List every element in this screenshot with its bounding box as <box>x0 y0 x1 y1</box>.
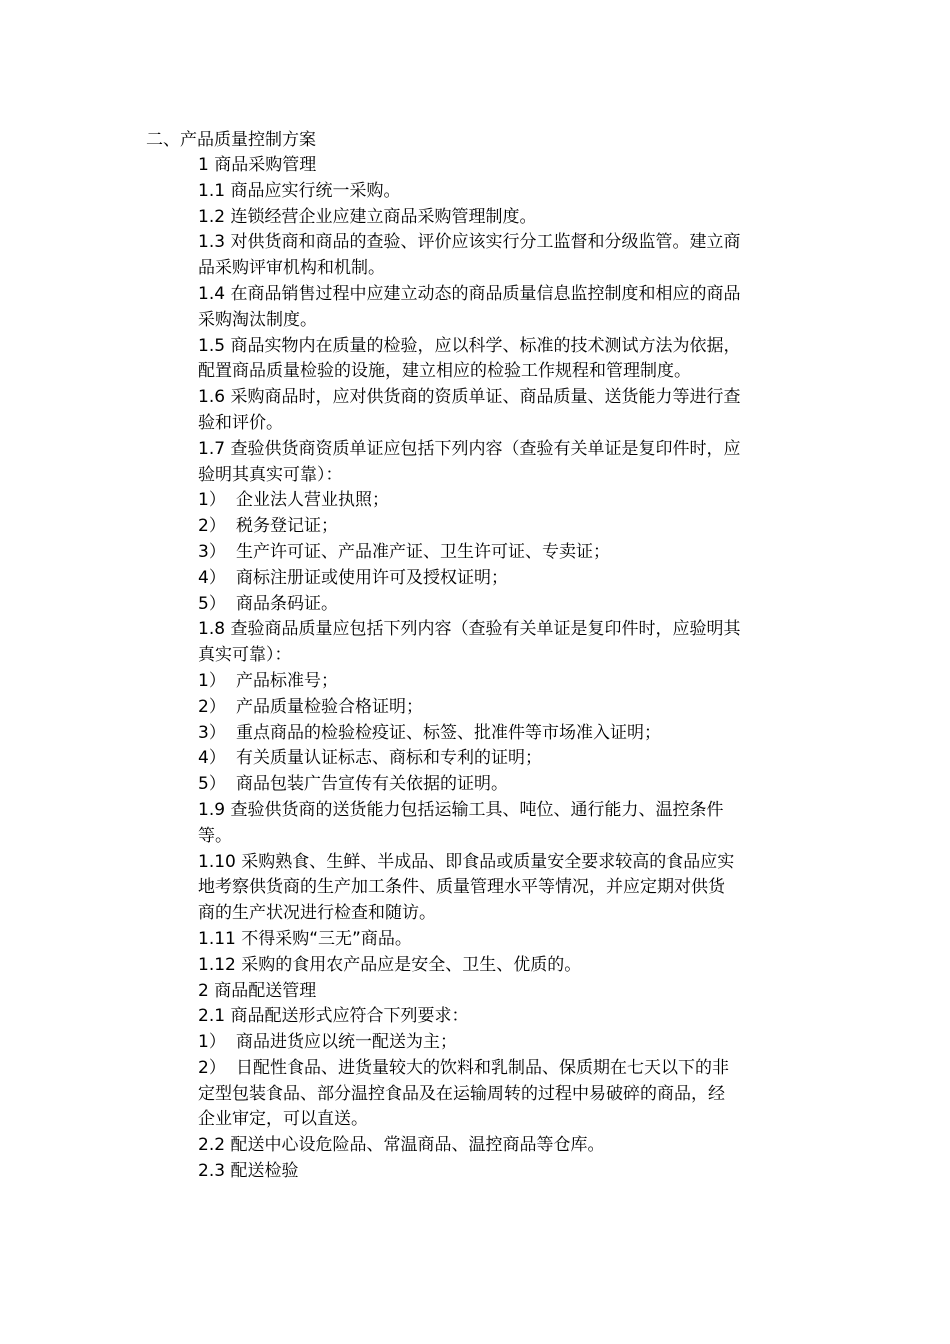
list-item <box>198 669 810 695</box>
paragraph-line <box>198 927 810 953</box>
list-item-number: 5） <box>198 774 226 795</box>
line-text: 采购淘汰制度。 <box>198 309 317 330</box>
paragraph-line <box>198 901 810 927</box>
line-text: 2.3 配送检验 <box>198 1161 299 1182</box>
paragraph-line <box>198 643 810 669</box>
list-item <box>198 746 810 772</box>
paragraph-line <box>198 256 810 282</box>
line-text: 1 商品采购管理 <box>198 155 317 175</box>
line-text: 1.9 查验供货商的送货能力包括运输工具、吨位、通行能力、温控条件 <box>198 799 724 820</box>
paragraph-line <box>198 875 810 901</box>
list-item-number: 5） <box>198 593 226 614</box>
paragraph-line <box>198 953 810 979</box>
list-item-number: 2） <box>198 516 226 537</box>
list-item-number: 1） <box>198 670 226 691</box>
line-text: 品采购评审机构和机制。 <box>198 258 385 279</box>
paragraph-line <box>198 850 810 876</box>
list-item <box>198 695 810 721</box>
line-text: 商的生产状况进行检查和随访。 <box>198 903 436 924</box>
line-text: 真实可靠）： <box>198 645 292 666</box>
line-text: 2 商品配送管理 <box>198 980 317 1001</box>
list-item <box>198 540 810 566</box>
line-text: 生产许可证、产品准产证、卫生许可证、专卖证； <box>236 541 610 562</box>
line-text: 配置商品质量检验的设施，建立相应的检验工作规程和管理制度。 <box>198 361 691 382</box>
line-text: 验和评价。 <box>198 412 283 433</box>
line-text: 有关质量认证标志、商标和专利的证明； <box>236 748 542 769</box>
paragraph-line <box>198 463 810 489</box>
paragraph-line <box>198 179 810 205</box>
paragraph-line <box>198 1133 810 1159</box>
paragraph-line <box>198 798 810 824</box>
paragraph-line <box>198 385 810 411</box>
line-text: 1.2 连锁经营企业应建立商品采购管理制度。 <box>198 206 537 227</box>
list-item <box>198 721 810 747</box>
paragraph-line <box>198 1004 810 1030</box>
line-text: 商品条码证。 <box>236 593 338 614</box>
paragraph-line <box>198 1107 810 1133</box>
paragraph-line <box>198 1082 810 1108</box>
list-item <box>198 514 810 540</box>
list-item-number: 4） <box>198 748 226 769</box>
line-text: 1.12 采购的食用农产品应是安全、卫生、优质的。 <box>198 954 582 975</box>
line-text: 重点商品的检验检疫证、标签、批准件等市场准入证明； <box>236 722 661 743</box>
list-item-number: 3） <box>198 722 226 743</box>
line-text: 1.7 查验供货商资质单证应包括下列内容（查验有关单证是复印件时，应 <box>198 438 741 459</box>
paragraph-line <box>198 437 810 463</box>
line-text: 1.6 采购商品时，应对供货商的资质单证、商品质量、送货能力等进行查 <box>198 387 741 408</box>
paragraph-line <box>198 979 810 1005</box>
line-text: 1.3 对供货商和商品的查验、评价应该实行分工监督和分级监管。建立商 <box>198 232 741 253</box>
list-item-number: 4） <box>198 567 226 588</box>
document-body <box>198 153 810 1185</box>
line-text: 商品进货应以统一配送为主； <box>236 1032 457 1053</box>
line-text: 定型包装食品、部分温控食品及在运输周转的过程中易破碎的商品，经 <box>198 1083 725 1104</box>
line-text: 等。 <box>198 825 232 846</box>
paragraph-line <box>198 334 810 360</box>
line-text: 1.5 商品实物内在质量的检验，应以科学、标准的技术测试方法为依据， <box>198 335 741 356</box>
paragraph-line <box>198 359 810 385</box>
list-item <box>198 772 810 798</box>
line-text: 2.2 配送中心设危险品、常温商品、温控商品等仓库。 <box>198 1135 605 1156</box>
line-text: 地考察供货商的生产加工条件、质量管理水平等情况，并应定期对供货 <box>198 877 725 898</box>
line-text: 产品标准号； <box>236 670 338 691</box>
list-item <box>198 1030 810 1056</box>
list-item <box>198 592 810 618</box>
line-text: 企业法人营业执照； <box>236 490 389 511</box>
line-text: 税务登记证； <box>236 516 338 537</box>
line-text: 验明其真实可靠）： <box>198 464 343 485</box>
paragraph-line <box>198 1159 810 1185</box>
paragraph-line <box>198 153 810 179</box>
section-heading: 二、产品质量控制方案 <box>146 130 316 150</box>
paragraph-line <box>198 824 810 850</box>
paragraph-line <box>198 411 810 437</box>
line-text: 日配性食品、进货量较大的饮料和乳制品、保质期在七天以下的非 <box>236 1057 729 1078</box>
paragraph-line <box>198 282 810 308</box>
paragraph-line <box>198 617 810 643</box>
list-item-number: 2） <box>198 696 226 717</box>
line-text: 2.1 商品配送形式应符合下列要求： <box>198 1006 469 1027</box>
line-text: 1.11 不得采购“三无”商品。 <box>198 928 412 949</box>
list-item-number: 1） <box>198 1032 226 1053</box>
list-item <box>198 566 810 592</box>
list-item-number: 1） <box>198 490 226 511</box>
line-text: 1.1 商品应实行统一采购。 <box>198 180 401 201</box>
line-text: 商标注册证或使用许可及授权证明； <box>236 567 508 588</box>
list-item <box>198 488 810 514</box>
line-text: 产品质量检验合格证明； <box>236 696 423 717</box>
line-text: 企业审定，可以直送。 <box>198 1109 368 1130</box>
list-item <box>198 1056 810 1082</box>
paragraph-line <box>198 205 810 231</box>
list-item-number: 3） <box>198 541 226 562</box>
line-text: 1.8 查验商品质量应包括下列内容（查验有关单证是复印件时，应验明其 <box>198 619 741 640</box>
list-item-number: 2） <box>198 1057 226 1078</box>
line-text: 1.10 采购熟食、生鲜、半成品、即食品或质量安全要求较高的食品应实 <box>198 851 735 872</box>
paragraph-line <box>198 308 810 334</box>
paragraph-line <box>198 230 810 256</box>
line-text: 商品包装广告宣传有关依据的证明。 <box>236 774 508 795</box>
line-text: 1.4 在商品销售过程中应建立动态的商品质量信息监控制度和相应的商品 <box>198 283 741 304</box>
